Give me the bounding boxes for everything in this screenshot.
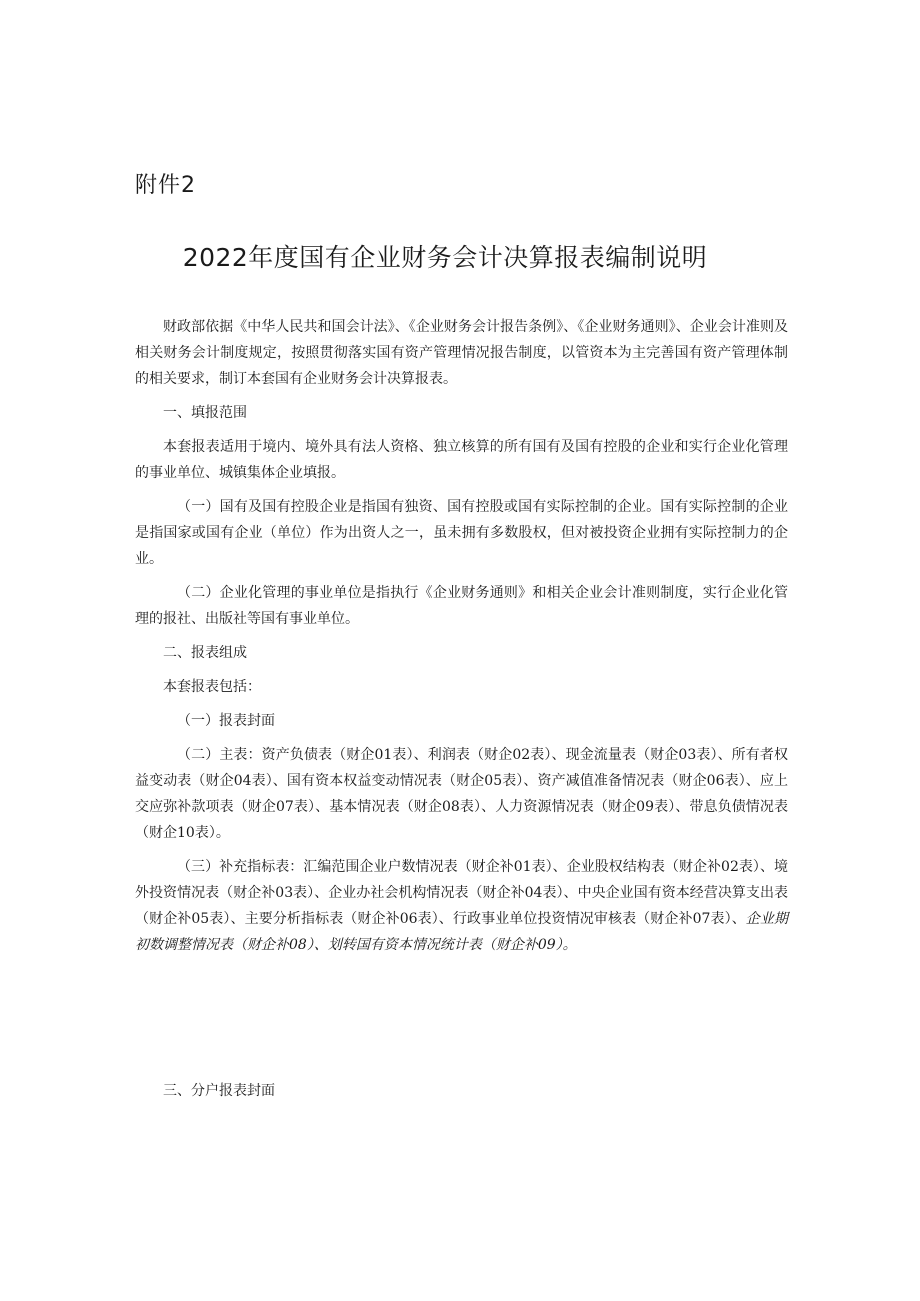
section-heading-composition: 二、报表组成 [163, 645, 247, 661]
scope-item-2: （二）企业化管理的事业单位是指执行《企业财务通则》和相关企业会计准则制度，实行企业化管理的报社、出版社等国有事业单位。 [135, 585, 788, 627]
scope-item-1: （一）国有及国有控股企业是指国有独资、国有控股或国有实际控制的企业。国有实际控制的企业是指国家或国有企业（单位）作为出资人之一，虽未拥有多数股权，但对被投资企业拥有实际控制力的企业。 [135, 499, 788, 567]
section-heading-scope: 一、填报范围 [163, 405, 247, 421]
document-body [135, 314, 788, 966]
composition-item-3 [135, 854, 788, 958]
attachment-label: 附件2 [135, 173, 196, 198]
section-heading-cover: 三、分户报表封面 [163, 1083, 275, 1099]
composition-paragraph: 本套报表包括： [163, 679, 261, 695]
composition-item-3-text: （三）补充指标表：汇编范围企业户数情况表（财企补01表）、企业股权结构表（财企补02表）、境外投资情况表（财企补03表）、企业办社会机构情况表（财企补04表）、中央企业国有资本经营决算支出表（财企补05表）、主要分析指标表（财企补06表）、行政事业单位投资情况审核表（财企补07表）、 [135, 859, 788, 927]
composition-item-3-italic-text: 企业期初数调整情况表（财企补08）、划转国有资本情况统计表（财企补09）。 [135, 911, 788, 953]
document-title: 2022年度国有企业财务会计决算报表编制说明 [182, 243, 708, 272]
composition-item-2: （二）主表：资产负债表（财企01表）、利润表（财企02表）、现金流量表（财企03表）、所有者权益变动表（财企04表）、国有资本权益变动情况表（财企05表）、资产减值准备情况表（财企06表）、应上交应弥补款项表（财企07表）、基本情况表（财企08表）、人力资源情况表（财企09表）、带息负债情况表（财企10表）。 [135, 747, 788, 841]
composition-item-1: （一）报表封面 [177, 713, 275, 729]
intro-paragraph: 财政部依据《中华人民共和国会计法》、《企业财务会计报告条例》、《企业财务通则》、企业会计准则及相关财务会计制度规定，按照贯彻落实国有资产管理情况报告制度，以管资本为主完善国有资产管理体制的相关要求，制订本套国有企业财务会计决算报表。 [135, 319, 788, 387]
scope-paragraph: 本套报表适用于境内、境外具有法人资格、独立核算的所有国有及国有控股的企业和实行企业化管理的事业单位、城镇集体企业填报。 [135, 439, 788, 481]
